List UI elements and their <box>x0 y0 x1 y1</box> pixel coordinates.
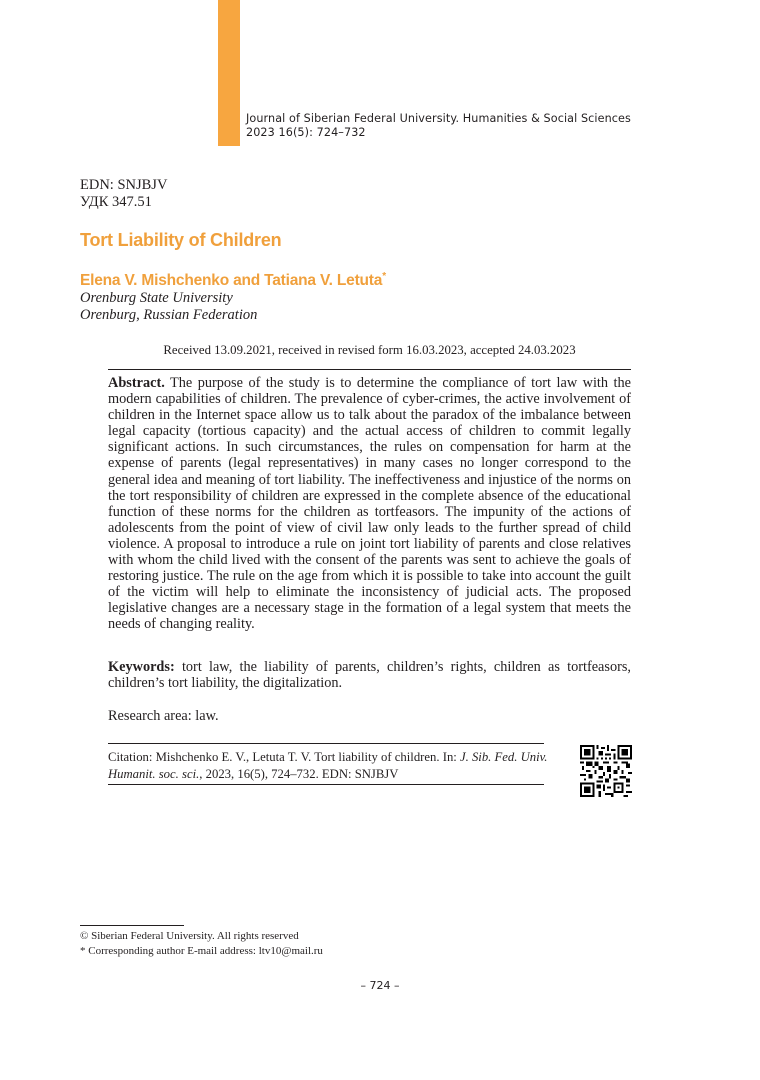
udk-code: УДК 347.51 <box>80 194 152 210</box>
citation-divider-top <box>108 743 544 744</box>
abstract-text: The purpose of the study is to determine the compliance of tort law with the modern capabilities of children. The prevalence of cyber-crimes, the active involvement of children in the Internet space allow us to talk about the paradox of the imbalance between legal capacity (tortious capacity) and the actual access of children to commit legally significant actions. In such circumstances, the rules on compensation for harm at the expense of parents (legal representatives) in many cases no longer correspond to the general idea and meaning of tort liability. The ineffectiveness and injustice of the norms on the tort responsibility of children are expressed in the complete absence of the educational function of these norms for the children as tortfeasors. The impunity of the actions of adolescents from the point of view of civil law only leads to the further spread of child violence. A proposal to introduce a rule on joint tort liability of parents and close relatives with whom the child lived with the consent of the parents was sent to achieve the goals of restoring justice. The rule on the age from which it is possible to take into account the guilt of the victim will help to eliminate the inconsistency of judicial acts. The proposed legislative changes are a necessary stage in the formation of a legal system that meets the needs of changing reality. <box>108 375 631 633</box>
affiliation-university: Orenburg State University <box>80 290 233 306</box>
footnote-corresponding: * Corresponding author E-mail address: ltv10@mail.ru <box>80 945 323 957</box>
journal-header <box>246 112 631 140</box>
abstract-label: Abstract. <box>108 375 165 391</box>
classification-codes <box>80 177 167 211</box>
footnote-copyright: © Siberian Federal University. All rights reserved <box>80 930 299 942</box>
research-area: Research area: law. <box>108 708 219 724</box>
keywords-label: Keywords: <box>108 659 175 675</box>
article-authors <box>80 271 386 290</box>
header-accent-bar <box>218 0 240 146</box>
corresponding-mark: * <box>382 271 386 282</box>
citation-journal: J. Sib. Fed. Univ. Humanit. soc. sci. <box>108 750 548 781</box>
journal-issue: 2023 16(5): 724–732 <box>246 126 366 139</box>
affiliation-location: Orenburg, Russian Federation <box>80 307 258 323</box>
article-title: Tort Liability of Children <box>80 230 282 250</box>
affiliation <box>80 290 257 324</box>
citation-suffix: , 2023, 16(5), 724–732. EDN: SNJBJV <box>199 766 399 781</box>
citation <box>108 749 548 782</box>
footnotes <box>80 929 323 959</box>
edn-code: EDN: SNJBJV <box>80 177 168 193</box>
qr-code-icon[interactable] <box>580 745 632 797</box>
received-dates: Received 13.09.2021, received in revised form 16.03.2023, accepted 24.03.2023 <box>163 343 576 357</box>
keywords-text: tort law, the liability of parents, children’s rights, children as tortfeasors, children’s tort liability, the digitalization. <box>108 659 632 692</box>
abstract-divider <box>108 369 631 370</box>
footnote-divider <box>80 925 184 926</box>
keywords <box>108 659 631 691</box>
authors-names: Elena V. Mishchenko and Tatiana V. Letuta <box>80 272 383 290</box>
abstract <box>108 375 631 633</box>
journal-name: Journal of Siberian Federal University. Humanities & Social Sciences <box>246 112 631 125</box>
citation-divider-bottom <box>108 784 544 785</box>
citation-prefix: Citation: Mishchenko E. V., Letuta T. V. Tort liability of children. In: <box>108 750 457 764</box>
page-number: – 724 – <box>360 979 400 992</box>
